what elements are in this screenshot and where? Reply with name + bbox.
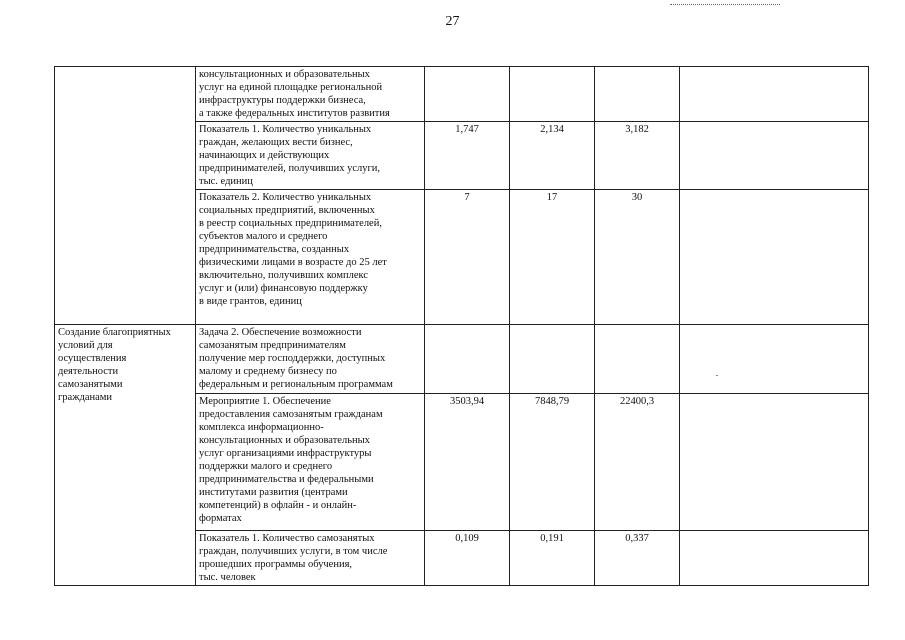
- value-year-3: [595, 67, 680, 122]
- table-row: [55, 67, 869, 122]
- value-year-2: 7848,79: [510, 394, 595, 531]
- value-year-2: [510, 325, 595, 394]
- value-year-1: [425, 67, 510, 122]
- page-top-marks: [670, 0, 780, 5]
- value-year-3: 22400,3: [595, 394, 680, 531]
- note-cell: [680, 190, 869, 325]
- description-cell: Показатель 1. Количество уникальных граждан, желающих вести бизнес, начинающих и действующих предпринимателей, получивших услуги, тыс. единиц: [196, 122, 425, 190]
- value-year-1: 7: [425, 190, 510, 325]
- value-year-1: 1,747: [425, 122, 510, 190]
- program-table: [54, 66, 869, 586]
- note-cell: [680, 122, 869, 190]
- value-year-3: 0,337: [595, 531, 680, 586]
- page-number: 27: [445, 14, 460, 29]
- group-cell: [55, 67, 196, 325]
- note-cell: [680, 531, 869, 586]
- note-cell: [680, 67, 869, 122]
- value-year-2: 0,191: [510, 531, 595, 586]
- description-cell: Мероприятие 1. Обеспечение предоставления самозанятым гражданам комплекса информационно- консультационных и образовательных услуг организациями инфраструктуры поддержки малого и среднего предпринимательства и федеральными институтами развития (центрами компетенций) в офлайн - и онлайн- форматах: [196, 394, 425, 531]
- description-cell: Задача 2. Обеспечение возможности самозанятым предпринимателям получение мер господдержки, доступных малому и среднему бизнесу по федеральным и региональным программам: [196, 325, 425, 394]
- description-cell: Показатель 1. Количество самозанятых граждан, получивших услуги, в том числе прошедших программы обучения, тыс. человек: [196, 531, 425, 586]
- note-cell: [680, 394, 869, 531]
- value-year-3: 30: [595, 190, 680, 325]
- description-cell: консультационных и образовательных услуг на единой площадке региональной инфраструктуры поддержки бизнеса, а также федеральных институтов развития: [196, 67, 425, 122]
- description-cell: Показатель 2. Количество уникальных социальных предприятий, включенных в реестр социальных предпринимателей, субъектов малого и среднего предпринимательства, созданных физическими лицами в возрасте до 25 лет включительно, получивших комплекс услуг и (или) финансовую поддержку в виде грантов, единиц: [196, 190, 425, 325]
- group-cell: Создание благоприятных условий для осуществления деятельности самозанятыми гражданами: [55, 325, 196, 586]
- note-cell: [680, 325, 869, 394]
- value-year-1: [425, 325, 510, 394]
- table-row: [55, 325, 869, 394]
- value-year-2: 2,134: [510, 122, 595, 190]
- value-year-2: [510, 67, 595, 122]
- value-year-1: 3503,94: [425, 394, 510, 531]
- value-year-3: [595, 325, 680, 394]
- scan-speck: [716, 375, 718, 376]
- value-year-2: 17: [510, 190, 595, 325]
- value-year-1: 0,109: [425, 531, 510, 586]
- value-year-3: 3,182: [595, 122, 680, 190]
